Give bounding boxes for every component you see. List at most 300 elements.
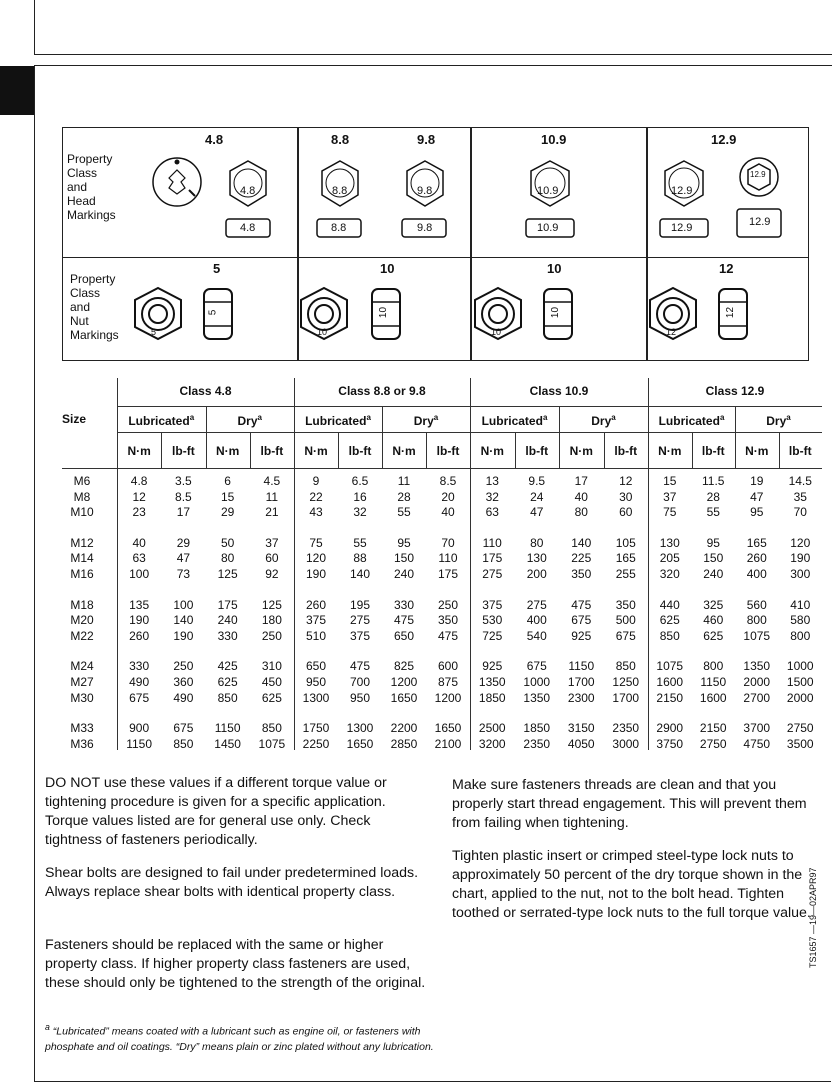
side-mark: 12.9: [671, 222, 693, 234]
size-cell: M10: [70, 505, 94, 520]
torque-cell: 16: [353, 489, 367, 504]
torque-cell: 475: [393, 613, 415, 628]
torque-cell: 240: [703, 567, 724, 581]
size-cell: M30: [70, 690, 94, 705]
torque-cell: 1350: [478, 675, 506, 689]
torque-cell: 450: [261, 675, 282, 689]
torque-cell: 63: [132, 551, 146, 566]
torque-cell: 2000: [743, 675, 771, 689]
condition-sup: a: [542, 413, 548, 422]
head-mark: 12.9: [750, 170, 766, 179]
unit-header: lb-ft: [348, 444, 372, 458]
condition-header: [206, 413, 295, 428]
size-cell: M20: [70, 613, 94, 628]
class-header: Class 8.8 or 9.8: [338, 384, 426, 398]
torque-cell: 20: [441, 489, 455, 504]
torque-cell: 2000: [786, 690, 814, 705]
torque-cell: 3750: [656, 736, 684, 751]
torque-cell: 1450: [214, 736, 241, 751]
torque-cell: 24: [530, 489, 544, 504]
size-cell: M22: [70, 628, 94, 643]
hex-head-bolt-icon: [663, 160, 705, 208]
label-line: Class: [67, 166, 98, 180]
condition-header: [470, 413, 559, 428]
torque-cell: 2700: [743, 690, 771, 705]
torque-cell: 125: [261, 597, 282, 612]
torque-cell: 195: [349, 597, 371, 612]
torque-cell: 2900: [656, 721, 684, 736]
torque-cell: 530: [482, 613, 503, 628]
torque-cell: 850: [659, 628, 680, 643]
torque-cell: 1850: [478, 690, 506, 705]
size-cell: M33: [70, 721, 94, 736]
torque-cell: 875: [437, 675, 459, 689]
torque-cell: 850: [261, 721, 282, 736]
torque-cell: 12: [619, 474, 633, 488]
torque-cell: 55: [353, 535, 367, 550]
torque-cell: 925: [571, 628, 592, 643]
torque-cell: 11.5: [702, 474, 725, 488]
hex-head-bolt-icon: [529, 160, 571, 208]
torque-cell: 675: [615, 628, 636, 643]
torque-cell: 28: [706, 489, 720, 504]
torque-cell: 70: [441, 535, 455, 550]
round-head-bolt-icon: [151, 156, 207, 212]
unit-header: N·m: [304, 444, 328, 458]
note-replacement: Fasteners should be replaced with the same or higher property class. If higher property class fasteners are used, these should only be tightened to the strength of the original.: [45, 937, 426, 991]
torque-cell: 1300: [346, 721, 374, 736]
torque-cell: 3000: [612, 736, 640, 751]
torque-cell: 47: [176, 551, 191, 566]
side-mark: 4.8: [240, 222, 256, 234]
torque-cell: 1350: [523, 690, 551, 705]
torque-cell: 70: [793, 505, 807, 520]
size-cell: M12: [70, 535, 94, 550]
unit-header: N·m: [745, 444, 769, 458]
nut-marking-row: [63, 257, 808, 360]
torque-cell: 88: [353, 551, 367, 566]
torque-cell: 43: [309, 505, 323, 520]
torque-cell: 2750: [699, 736, 727, 751]
torque-cell: 120: [790, 535, 811, 550]
torque-cell: 23: [132, 505, 146, 520]
torque-cell: 1075: [743, 628, 771, 643]
torque-cell: 3150: [567, 721, 595, 736]
bottom-rule: [34, 1081, 831, 1082]
size-cell: M27: [70, 675, 94, 689]
bolt-class-label: 9.8: [417, 132, 436, 147]
torque-cell: 50: [220, 535, 235, 550]
torque-cell: 175: [482, 551, 503, 566]
torque-cell: 580: [790, 613, 811, 628]
head-mark: 8.8: [332, 185, 348, 197]
nut-class-label: 10: [380, 261, 395, 276]
torque-cell: 80: [530, 535, 544, 550]
torque-cell: 800: [746, 613, 767, 628]
condition-label: Dry: [237, 414, 258, 428]
torque-cell: 29: [176, 535, 191, 550]
note-threads: Make sure fasteners threads are clean and that you properly start thread engagement. This will prevent them from failing when tightening.: [452, 777, 807, 831]
class-header: Class 12.9: [705, 384, 765, 398]
torque-cell: 460: [703, 613, 724, 628]
torque-cell: 250: [261, 628, 282, 643]
torque-cell: 1200: [434, 690, 462, 705]
torque-cell: 29: [220, 505, 235, 520]
condition-header: [735, 413, 822, 428]
bolt-marking-row: [63, 128, 808, 258]
torque-cell: 9: [312, 474, 320, 488]
torque-cell: 190: [129, 613, 150, 628]
size-cell: M14: [70, 551, 94, 566]
torque-cell: 17: [176, 505, 191, 520]
torque-cell: 675: [173, 721, 194, 736]
torque-cell: 1850: [523, 721, 551, 736]
nut-mark: 10: [317, 327, 328, 337]
torque-cell: 205: [659, 551, 680, 566]
torque-cell: 2250: [302, 736, 330, 751]
condition-header: [294, 413, 382, 428]
torque-cell: 95: [706, 535, 720, 550]
size-cell: M8: [73, 489, 91, 504]
torque-cell: 925: [482, 659, 503, 674]
torque-cell: 15: [220, 489, 235, 504]
marking-chart: [62, 127, 809, 361]
torque-cell: 95: [750, 505, 764, 520]
torque-cell: 95: [397, 535, 411, 550]
torque-cell: 2300: [567, 690, 595, 705]
torque-cell: 300: [790, 567, 811, 581]
torque-cell: 1150: [214, 721, 241, 736]
torque-cell: 47: [530, 505, 544, 520]
torque-cell: 1250: [612, 675, 640, 689]
torque-cell: 375: [482, 597, 503, 612]
torque-cell: 540: [526, 628, 547, 643]
torque-cell: 8.5: [439, 474, 457, 488]
label-line: and: [67, 180, 88, 194]
torque-cell: 11: [265, 489, 279, 504]
torque-cell: 11: [397, 474, 411, 488]
torque-cell: 32: [485, 489, 499, 504]
label-line: Markings: [70, 328, 119, 342]
head-mark: 4.8: [240, 185, 256, 197]
torque-cell: 1000: [523, 675, 551, 689]
torque-cell: 400: [746, 567, 767, 581]
torque-cell: 130: [526, 551, 547, 566]
label-line: and: [70, 300, 91, 314]
torque-cell: 475: [571, 597, 592, 612]
torque-cell: 140: [571, 535, 592, 550]
hex-head-bolt-icon: [228, 160, 268, 208]
torque-cell: 250: [437, 597, 459, 612]
torque-cell: 560: [746, 597, 767, 612]
torque-cell: 2200: [390, 721, 418, 736]
torque-cell: 490: [129, 675, 150, 689]
note-torque-values: DO NOT use these values if a different torque value or tightening procedure is given for a specific application. Torque values listed are for general use only. Check tightness of fasteners periodically.: [45, 775, 387, 848]
torque-cell: 110: [438, 551, 458, 566]
torque-cell: 260: [746, 551, 767, 566]
nut-class-label: 5: [213, 261, 221, 276]
torque-cell: 625: [659, 613, 680, 628]
label-line: Nut: [70, 314, 89, 328]
torque-cell: 1500: [786, 675, 814, 689]
hex-head-bolt-icon: [320, 160, 360, 208]
torque-cell: 330: [217, 628, 238, 643]
torque-cell: 30: [619, 489, 633, 504]
torque-cell: 650: [305, 659, 327, 674]
torque-cell: 4750: [743, 736, 771, 751]
torque-cell: 325: [703, 597, 724, 612]
note-lock-nuts: Tighten plastic insert or crimped steel-type lock nuts to approximately 50 percent of the dry torque shown in the chart, applied to the nut, not to the bolt head. Tighten toothed or serrated-type lock nuts to the full torque value.: [452, 848, 811, 921]
torque-cell: 2850: [390, 736, 418, 751]
condition-label: Dry: [591, 414, 612, 428]
torque-cell: 1600: [656, 675, 684, 689]
torque-cell: 21: [265, 505, 279, 520]
head-mark: 10.9: [537, 185, 559, 197]
size-header: Size: [62, 412, 87, 426]
torque-cell: 190: [305, 567, 327, 581]
torque-cell: 55: [706, 505, 720, 520]
nut-class-label: 10: [547, 261, 562, 276]
condition-sup: a: [786, 413, 791, 422]
condition-sup: a: [366, 413, 371, 422]
torque-cell: 260: [129, 628, 150, 643]
torque-cell: 6.5: [351, 474, 369, 488]
size-cell: M36: [70, 736, 94, 751]
size-cell: M18: [70, 597, 94, 612]
torque-cell: 150: [703, 551, 724, 566]
torque-cell: 75: [309, 535, 323, 550]
torque-cell: 1150: [700, 675, 727, 689]
torque-cell: 175: [217, 597, 238, 612]
torque-cell: 140: [349, 567, 371, 581]
condition-label: Lubricated: [305, 414, 367, 428]
label-line: Property: [70, 272, 116, 286]
torque-cell: 950: [349, 690, 371, 705]
torque-cell: 110: [482, 535, 502, 550]
condition-sup: a: [189, 413, 195, 422]
unit-header: N·m: [658, 444, 682, 458]
header-box: [34, 0, 832, 55]
torque-cell: 4050: [567, 736, 595, 751]
torque-cell: 1600: [699, 690, 727, 705]
torque-cell: 6: [224, 474, 231, 488]
torque-cell: 400: [526, 613, 547, 628]
torque-cell: 92: [265, 567, 279, 581]
torque-cell: 490: [173, 690, 194, 705]
torque-cell: 75: [663, 505, 677, 520]
torque-cell: 1700: [612, 690, 640, 705]
unit-header: lb-ft: [788, 444, 812, 458]
torque-cell: 2350: [612, 721, 640, 736]
condition-sup: a: [257, 413, 262, 422]
torque-cell: 1075: [258, 736, 286, 751]
torque-cell: 950: [305, 675, 327, 689]
torque-cell: 55: [397, 505, 411, 520]
torque-cell: 100: [129, 567, 150, 581]
torque-cell: 675: [571, 613, 592, 628]
torque-cell: 2750: [786, 721, 814, 736]
divider: [646, 128, 648, 257]
unit-header: N·m: [480, 444, 504, 458]
nut-mark: 10: [491, 327, 502, 337]
label-line: Markings: [67, 208, 116, 222]
torque-cell: 17: [574, 474, 588, 488]
torque-cell: 2500: [478, 721, 506, 736]
torque-cell: 360: [173, 675, 194, 689]
unit-header: lb-ft: [614, 444, 638, 458]
torque-cell: 100: [173, 597, 194, 612]
table-rule: [117, 432, 822, 433]
unit-header: lb-ft: [260, 444, 284, 458]
torque-cell: 37: [265, 535, 279, 550]
torque-cell: 13: [485, 474, 499, 488]
torque-cell: 135: [129, 597, 150, 612]
torque-cell: 150: [393, 551, 415, 566]
torque-cell: 1150: [568, 659, 595, 674]
side-mark: 9.8: [417, 222, 433, 234]
torque-cell: 700: [349, 675, 371, 689]
divider: [297, 128, 299, 257]
torque-cell: 3500: [786, 736, 814, 751]
torque-cell: 850: [173, 736, 194, 751]
torque-cell: 900: [129, 721, 150, 736]
torque-cell: 350: [615, 597, 636, 612]
bolt-class-label: 8.8: [331, 132, 350, 147]
unit-header: N·m: [215, 444, 240, 458]
torque-cell: 350: [437, 613, 459, 628]
torque-cell: 2150: [699, 721, 727, 736]
torque-cell: 1075: [656, 659, 684, 674]
torque-cell: 275: [526, 597, 547, 612]
torque-cell: 675: [129, 690, 150, 705]
head-mark: 12.9: [671, 185, 693, 197]
table-rule: [62, 468, 822, 469]
torque-cell: 200: [526, 567, 547, 581]
torque-cell: 500: [615, 613, 636, 628]
torque-cell: 37: [663, 489, 677, 504]
torque-cell: 255: [615, 567, 636, 581]
torque-cell: 28: [397, 489, 411, 504]
condition-header: [382, 413, 470, 428]
torque-cell: 14.5: [788, 474, 812, 488]
torque-cell: 1650: [346, 736, 374, 751]
torque-cell: 19: [750, 474, 764, 488]
torque-cell: 850: [615, 659, 636, 674]
unit-header: N·m: [569, 444, 593, 458]
unit-header: lb-ft: [525, 444, 549, 458]
table-rule: [117, 406, 822, 407]
bolt-class-label: 10.9: [541, 132, 567, 147]
torque-cell: 180: [261, 613, 282, 628]
condition-label: Dry: [766, 414, 787, 428]
label-line: Property: [67, 152, 113, 166]
side-mark: 10.9: [537, 222, 559, 234]
class-header: Class 10.9: [529, 384, 589, 398]
torque-cell: 800: [703, 659, 724, 674]
unit-header: N·m: [392, 444, 416, 458]
condition-header: [648, 413, 735, 428]
size-cell: M16: [70, 567, 94, 581]
torque-cell: 240: [393, 567, 415, 581]
torque-cell: 650: [393, 628, 415, 643]
torque-cell: 475: [349, 659, 371, 674]
bolt-marking-label: [67, 152, 116, 222]
torque-cell: 2100: [434, 736, 462, 751]
unit-header: N·m: [127, 444, 151, 458]
torque-cell: 625: [703, 628, 724, 643]
torque-cell: 1650: [434, 721, 462, 736]
torque-cell: 320: [659, 567, 680, 581]
torque-cell: 600: [437, 659, 459, 674]
torque-cell: 1750: [302, 721, 330, 736]
torque-cell: 440: [659, 597, 680, 612]
torque-cell: 125: [217, 567, 238, 581]
torque-cell: 1350: [743, 659, 771, 674]
condition-sup: a: [719, 413, 725, 422]
note-shear-bolts: Shear bolts are designed to fail under predetermined loads. Always replace shear bolts with identical property class.: [45, 865, 419, 900]
nut-mark: 12: [666, 327, 677, 337]
torque-cell: 60: [265, 551, 279, 566]
label-line: Class: [70, 286, 101, 300]
torque-cell: 1650: [390, 690, 418, 705]
torque-cell: 260: [305, 597, 327, 612]
torque-cell: 310: [261, 659, 282, 674]
torque-cell: 4.5: [263, 474, 281, 488]
torque-cell: 375: [305, 613, 327, 628]
torque-cell: 40: [441, 505, 455, 520]
torque-cell: 9.5: [528, 474, 546, 488]
torque-cell: 375: [349, 628, 371, 643]
bolt-class-label: 12.9: [711, 132, 737, 147]
torque-cell: 425: [217, 659, 238, 674]
torque-cell: 225: [571, 551, 592, 566]
torque-cell: 12: [132, 489, 146, 504]
torque-cell: 105: [615, 535, 636, 550]
torque-cell: 330: [129, 659, 150, 674]
torque-cell: 1700: [567, 675, 595, 689]
unit-header: lb-ft: [436, 444, 460, 458]
torque-cell: 175: [437, 567, 459, 581]
bolt-class-label: 4.8: [205, 132, 224, 147]
torque-cell: 240: [217, 613, 238, 628]
nut-mark: 5: [151, 327, 157, 337]
torque-cell: 2350: [523, 736, 551, 751]
torque-cell: 510: [305, 628, 327, 643]
torque-cell: 73: [176, 567, 191, 581]
torque-cell: 130: [659, 535, 680, 550]
torque-cell: 1300: [302, 690, 330, 705]
size-cell: M24: [70, 659, 94, 674]
torque-cell: 63: [485, 505, 499, 520]
hex-head-bolt-icon: [405, 160, 445, 208]
condition-label: Dry: [413, 414, 434, 428]
unit-header: lb-ft: [172, 444, 195, 458]
torque-cell: 4.8: [130, 474, 148, 488]
label-line: Head: [67, 194, 96, 208]
condition-label: Lubricated: [658, 414, 720, 428]
nut-mark: 10: [378, 306, 390, 319]
torque-cell: 35: [793, 489, 807, 504]
figure-code: TS1657 —19—02APR97: [808, 867, 818, 968]
torque-cell: 275: [349, 613, 371, 628]
torque-cell: 40: [574, 489, 588, 504]
condition-sup: a: [611, 413, 616, 422]
torque-cell: 850: [217, 690, 238, 705]
footnote-text: “Lubricated” means coated with a lubricant such as engine oil, or fasteners with phosphate and oil coatings. “Dry” means plain or zinc plated without any lubrication.: [45, 1025, 434, 1053]
torque-cell: 350: [571, 567, 592, 581]
torque-cell: 2150: [656, 690, 684, 705]
nut-mark: 5: [207, 309, 219, 316]
